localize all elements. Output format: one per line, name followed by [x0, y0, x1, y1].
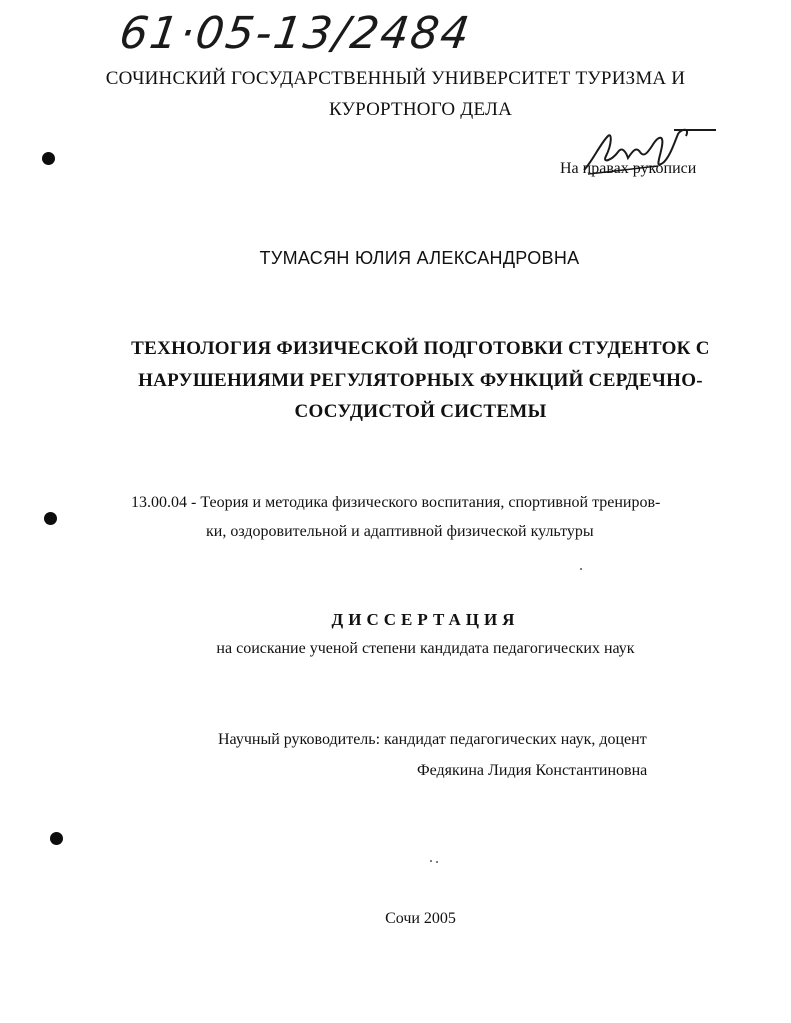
- advisor-title: Научный руководитель: кандидат педагогических наук, доцент: [218, 731, 647, 748]
- scan-speck: [436, 861, 438, 863]
- document-type: ДИССЕРТАЦИЯ: [331, 610, 520, 629]
- scan-speck: [580, 568, 582, 570]
- dissertation-title-line1: ТЕХНОЛОГИЯ ФИЗИЧЕСКОЙ ПОДГОТОВКИ СТУДЕНТОК С: [131, 338, 710, 359]
- degree-sought: на соискание ученой степени кандидата педагогических наук: [216, 640, 635, 657]
- manuscript-rights-note: На правах рукописи: [560, 160, 697, 177]
- binder-hole-middle: [44, 512, 57, 525]
- city-and-year: Сочи 2005: [385, 910, 456, 927]
- university-name-line1: СОЧИНСКИЙ ГОСУДАРСТВЕННЫЙ УНИВЕРСИТЕТ ТУРИЗМА И: [105, 68, 686, 89]
- advisor-name: Федякина Лидия Константиновна: [417, 762, 648, 779]
- dissertation-title-line3: СОСУДИСТОЙ СИСТЕМЫ: [294, 401, 547, 422]
- university-name-line2: КУРОРТНОГО ДЕЛА: [328, 99, 513, 120]
- specialty-line2: ки, оздоровительной и адаптивной физической культуры: [206, 523, 594, 540]
- dissertation-title-line2: НАРУШЕНИЯМИ РЕГУЛЯТОРНЫХ ФУНКЦИЙ СЕРДЕЧНО-: [138, 370, 703, 391]
- handwritten-archive-number: 61·05-13/2484: [116, 8, 475, 59]
- scan-speck: [430, 860, 432, 862]
- specialty-line1: 13.00.04 - Теория и методика физического воспитания, спортивной трениров-: [131, 494, 661, 511]
- author-name: ТУМАСЯН ЮЛИЯ АЛЕКСАНДРОВНА: [259, 248, 580, 268]
- binder-hole-top: [42, 152, 55, 165]
- binder-hole-bottom: [50, 832, 63, 845]
